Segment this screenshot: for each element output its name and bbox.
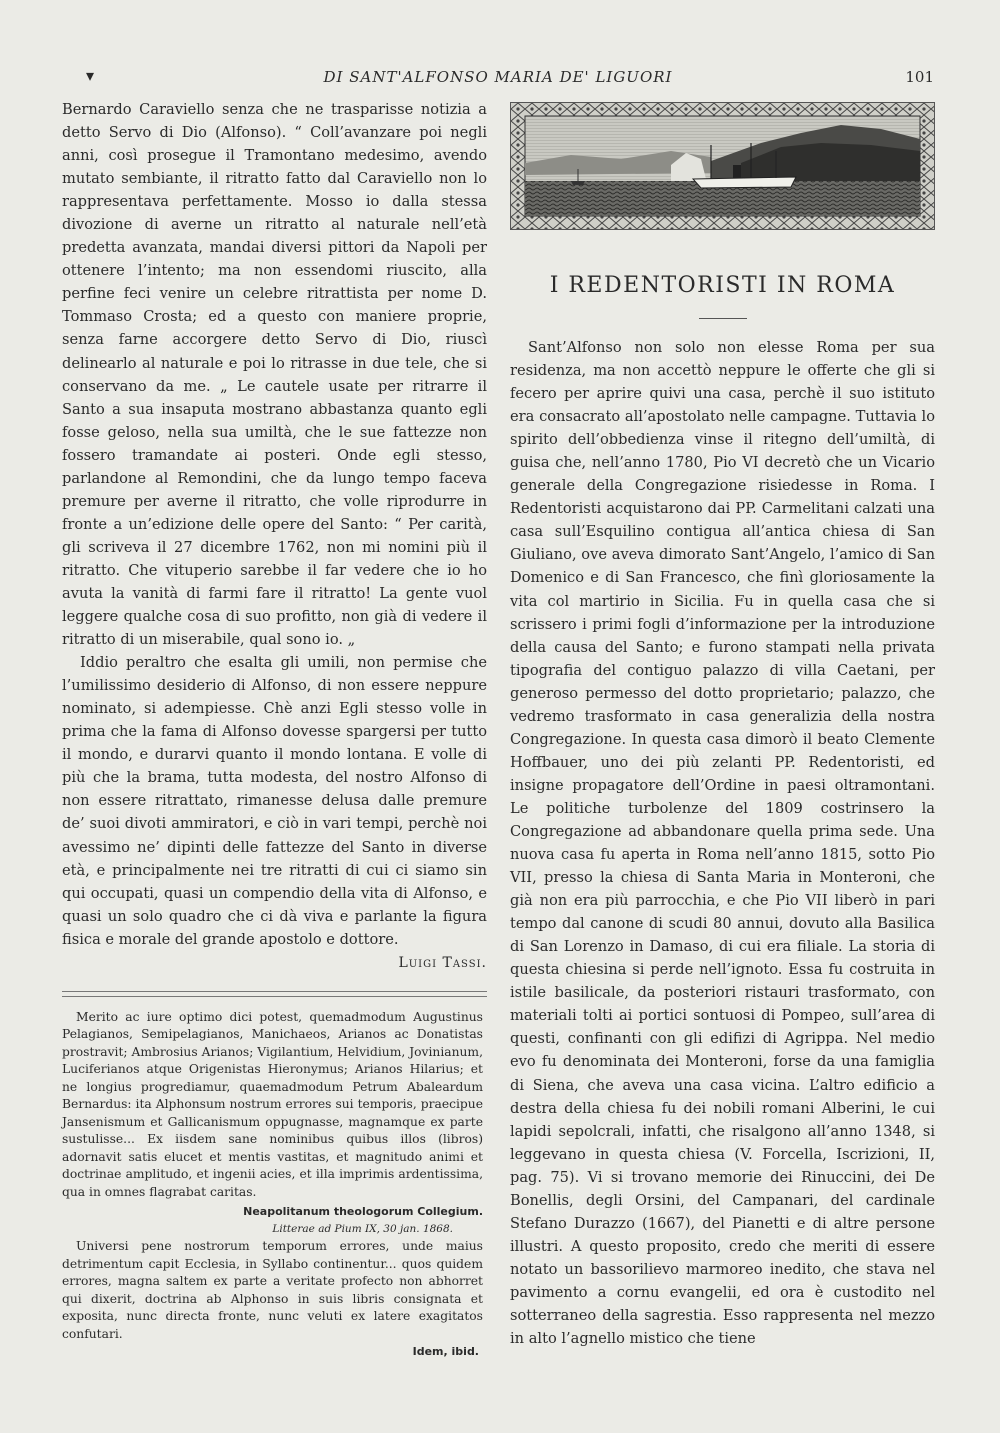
- quote-2-source: Idem, ibid.: [412, 1345, 479, 1359]
- title-underline-rule: [699, 318, 747, 319]
- double-rule-divider: [62, 991, 487, 997]
- left-body: [62, 98, 487, 951]
- latin-quote-1: Merito ac iure optimo dici potest, quemadmodum Augustinus Pelagianos, Semipelagianos, Manichaeos, Arianos ac Donatistas prostravit; Ambrosius Arianos; Vigilantium, Helvidium, Jovinianum, Luciferianos atque Origenistas Hieronymus; Arianos Hilarius; et ne longius progrediamur, quaemadmodum Petrum Abaleardum Bernardus: ita Alphonsum nostrum errores sui temporis, praecipue Jansenismum et Gallicanismum oppugnasse, magnamque ex parte sustulisse... Ex iisdem sane nominibus quibus illos (libros) adornavit satis elucet et mentis vastitas, et magnitudo animi et doctrinae amplitudo, et ingenii acies, et illa imprimis ardentissima, qua in omnes flagrabat caritas.: [62, 1009, 483, 1199]
- author-signature: Luigi Tassi.: [398, 954, 487, 971]
- left-column: [62, 98, 487, 1361]
- page-header: [62, 66, 934, 92]
- ship-engraving-image: [510, 102, 935, 230]
- latin-quote-2: Universi pene nostrorum temporum errores, unde maius detrimentum capit Ecclesia, in Syllabo continentur... quos quidem errores, magna saltem ex parte a veritate profecto non abhorret qui dixerit, doctrina ab Alphonso in suis libris consignata et exposita, nunc directa fronte, nunc veluti ex latere exagitatos confutari.: [62, 1239, 483, 1341]
- left-paragraph-2: Iddio peraltro che esalta gli umili, non permise che l’umilissimo desiderio di Alfonso, di non essere neppure nominato, si adempiesse. Chè anzi Egli stesso volle in prima che la fama di Alfonso dovesse spargersi per tutto il mondo, e durarvi quanto il mondo lontana. E volle di più che la brama, tutta modesta, del nostro Alfonso di non essere ritrattato, rimanesse delusa dalle premure de’ suoi divoti ammiratori, e ciò in vari tempi, perchè noi avessimo ne’ dipinti delle fattezze del Santo in diverse età, e principalmente nei tre ritratti di cui ci siamo sin qui occupati, quasi un compendio della vita di Alfonso, e quasi un solo quadro che ci dà viva e parlante la figura fisica e morale del grande apostolo e dottore.: [62, 654, 487, 948]
- running-title: DI SANT'ALFONSO MARIA DE' LIGUORI: [323, 68, 673, 86]
- quote-1-citation: Litterae ad Pium IX, 30 jan. 1868.: [272, 1222, 453, 1235]
- printer-mark: ▾: [86, 66, 95, 85]
- right-column: [510, 102, 935, 1350]
- engraving-illustration: [511, 103, 934, 229]
- quote-1-source: Neapolitanum theologorum Collegium.: [243, 1205, 483, 1219]
- left-paragraph-1: Bernardo Caraviello senza che ne trasparisse notizia a detto Servo di Dio (Alfonso). “ Coll’avanzare poi negli anni, così prosegue il Tramontano medesimo, avendo mutato sembiante, il ritratto fatto dal Caraviello non lo rappresentava perfettamente. Mosso io dalla stessa divozione di averne un ritratto al naturale nell’età predetta avanzata, mandai diversi pittori da Napoli per ottenere l’intento; ma non essendomi riuscito, alla perfine feci venire un celebre ritrattista per nome D. Tommaso Crosta; ed a questo con maniere proprie, senza farne accorgere detto Servo di Dio, riuscì delinearlo al naturale e poi lo ritrasse in due tele, che si conservano da me. „ Le cautele usate per ritrarre il Santo a sua insaputa mostrano abbastanza quanto egli fosse geloso, nella sua umiltà, che le sue fattezze non fossero tramandate ai posteri. Onde egli stesso, parlandone al Remondini, che da lungo tempo faceva premure per averne il ritratto, che volle riprodurre in fronte a un’edizione delle opere del Santo: “ Per carità, gli scriveva il 27 dicembre 1762, non mi nomini più il ritratto. Che vituperio sarebbe il far vedere che io ho avuta la vanità di farmi fare il ritratto! La gente vuol leggere qualche cosa di suo profitto, non già di vedere il ritratto di un miserabile, qual sono io. „: [62, 101, 487, 649]
- article-title: I REDENTORISTI IN ROMA: [549, 273, 896, 298]
- footnote-block: [62, 1009, 487, 1361]
- right-body: [510, 336, 935, 1350]
- right-paragraph-1: Sant’Alfonso non solo non elesse Roma per sua residenza, ma non accettò neppure le offerte che gli si fecero per aprire quivi una casa, perchè il suo istituto era consacrato all’apostolato nelle campagne. Tuttavia lo spirito dell’obbedienza vinse il ritegno dell’umiltà, di guisa che, nell’anno 1780, Pio VI decretò che un Vicario generale della Congregazione risiedesse in Roma. I Redentoristi acquistarono dai PP. Carmelitani calzati una casa sull’Esquilino contigua all’antica chiesa di San Giuliano, ove aveva dimorato Sant’Angelo, l’amico di San Domenico e di San Francesco, che finì gloriosamente la vita col martirio in Sicilia. Fu in quella casa che si scrissero i primi fogli d’informazione per la introduzione della causa del Santo; e furono stampati nella privata tipografia del contiguo palazzo di villa Caetani, per generoso permesso del dotto proprietario; palazzo, che vedremo trasformato in casa generalizia della nostra Congregazione. In questa casa dimorò il beato Clemente Hoffbauer, uno dei più zelanti PP. Redentoristi, ed insigne propagatore dell’Ordine in paesi oltramontani. Le politiche turbolenze del 1809 costrinsero la Congregazione ad abbandonare quella prima sede. Una nuova casa fu aperta in Roma nell’anno 1815, sotto Pio VII, presso la chiesa di Santa Maria in Monteroni, che già non era più parrocchia, e che Pio VII liberò in pari tempo dal canone di scudi 80 annui, dovuto alla Basilica di San Lorenzo in Damaso, di cui era filiale. La storia di questa chiesina si perde nell’ignoto. Essa fu costruita in istile basilicale, da posteriori ristauri trasformato, con materiali tolti ai portici sontuosi di Pompeo, sull’area di questi, confinanti con gli edifizi di Agrippa. Nel medio evo fu denominata dei Monteroni, forse da una famiglia di Siena, che aveva una casa vicina. L’altro edificio a destra della chiesa fu dei nobili romani Alberini, le cui lapidi sepolcrali, infatti, che risalgono all’anno 1348, si leggevano in questa chiesa (V. Forcella, Iscrizioni, II, pag. 75). Vi si trovano memorie dei Rinuccini, dei De Bonellis, degli Orsini, del Campanari, del cardinale Stefano Durazzo (1667), del Pianetti e di altre persone illustri. A questo proposito, credo che meriti di essere notato un bassorilievo marmoreo inedito, che stava nel pavimento a cornu evangelii, ed ora è custodito nel sotterraneo della sagrestia. Esso rappresenta nel mezzo in alto l’agnello mistico che tiene: [510, 339, 935, 1348]
- page-number: 101: [905, 68, 934, 86]
